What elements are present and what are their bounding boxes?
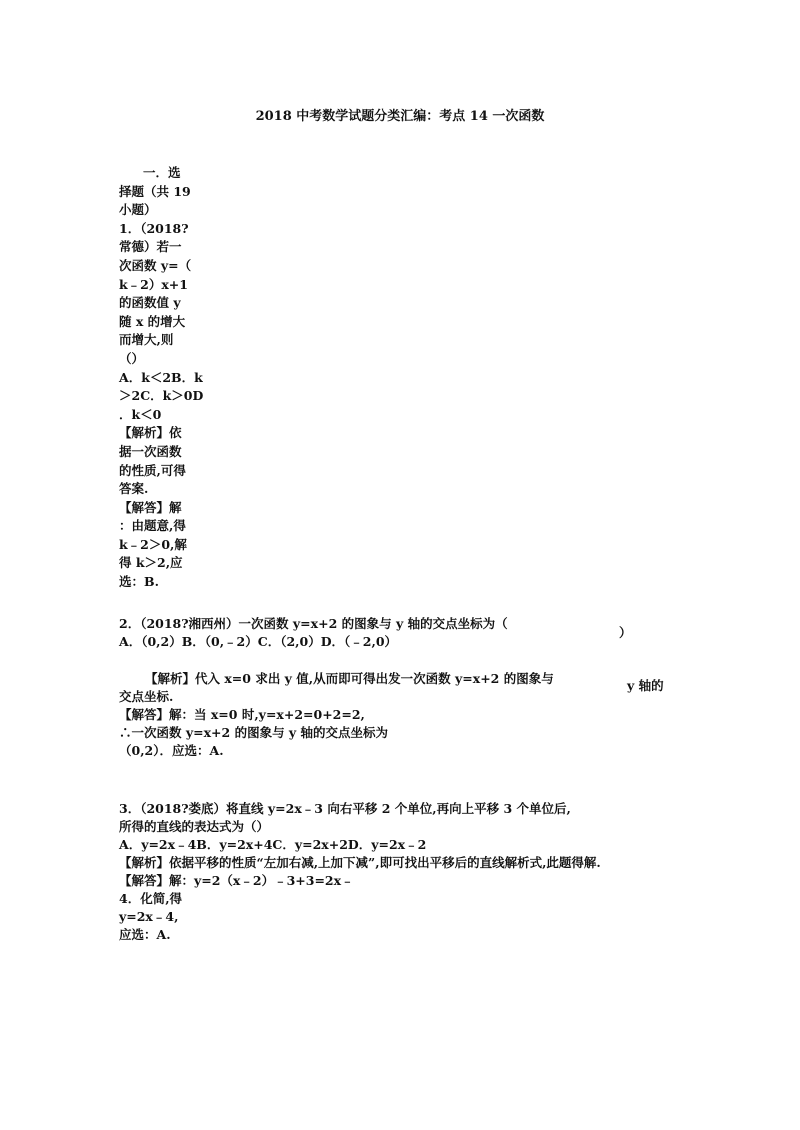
question-3-answer: 4．化简,得: [119, 891, 183, 906]
question-1-line: k﹣2）x+1: [119, 276, 188, 292]
question-1-line: 1．（2018?: [119, 220, 189, 236]
analysis-line: 的性质,可得: [119, 462, 186, 478]
answer-line: 选：B.: [119, 574, 159, 590]
question-3-options: A．y=2x﹣4B．y=2x+4C．y=2x+2D．y=2x﹣2: [119, 837, 427, 852]
question-1-line: （）: [119, 350, 145, 366]
question-2-answer: ∴一次函数 y=x+2 的图象与 y 轴的交点坐标为: [119, 725, 389, 740]
question-2-answer: （0,2）．应选：A.: [119, 743, 224, 758]
question-3-stem-cont: 所得的直线的表达式为（）: [119, 819, 270, 834]
question-2-analysis-tail: y 轴的: [627, 678, 664, 693]
question-2-stem: 2．（2018?湘西州）一次函数 y=x+2 的图象与 y 轴的交点坐标为（: [119, 616, 508, 631]
question-2-answer: 【解答】解：当 x=0 时,y=x+2=0+2=2,: [119, 707, 365, 722]
question-2-paren-close: ）: [619, 625, 632, 640]
question-3-answer: 【解答】解：y=2（x﹣2）﹣3+3=2x﹣: [119, 873, 354, 888]
question-2-analysis-cont: 交点坐标.: [119, 689, 174, 704]
question-1-line: 常德）若一: [119, 239, 182, 255]
question-1-block: [119, 164, 203, 592]
answer-line: ：由题意,得: [119, 518, 186, 534]
answer-line: 【解答】解: [119, 499, 182, 515]
analysis-line: 【解析】依: [119, 425, 182, 441]
section-heading-line: 一．选: [143, 165, 181, 180]
answer-line: k﹣2＞0,解: [119, 536, 187, 552]
analysis-line: 据一次函数: [119, 443, 182, 459]
options-line: ＞2C．k＞0D: [119, 388, 204, 404]
answer-line: 得 k＞2,应: [119, 555, 183, 571]
question-3-analysis: 【解析】依据平移的性质“左加右减,上加下减”,即可找出平移后的直线解析式,此题得解.: [119, 855, 601, 870]
text-line: 小题）: [119, 202, 157, 218]
question-2-analysis: 【解析】代入 x=0 求出 y 值,从而即可得出发一次函数 y=x+2 的图象与: [145, 671, 554, 686]
question-3-answer: 应选：A.: [119, 927, 171, 942]
options-line: A．k＜2B．k: [119, 369, 203, 385]
question-1-line: 随 x 的增大: [119, 313, 186, 329]
question-3-stem: 3．（2018?娄底）将直线 y=2x﹣3 向右平移 2 个单位,再向上平移 3 个单位后,: [119, 801, 571, 816]
question-1-line: 而增大,则: [119, 332, 174, 348]
question-1-line: 次函数 y=（: [119, 257, 192, 273]
analysis-line: 答案.: [119, 481, 149, 497]
options-line: ．k＜0: [119, 406, 162, 422]
question-2-options: A．（0,2）B．（0,﹣2）C．（2,0）D．（﹣2,0）: [119, 634, 398, 649]
document-title: 2018 中考数学试题分类汇编：考点 14 一次函数: [255, 109, 545, 124]
text-line: 择题（共 19: [119, 183, 191, 199]
question-3-answer: y=2x﹣4,: [119, 909, 179, 924]
question-1-line: 的函数值 y: [119, 295, 181, 311]
